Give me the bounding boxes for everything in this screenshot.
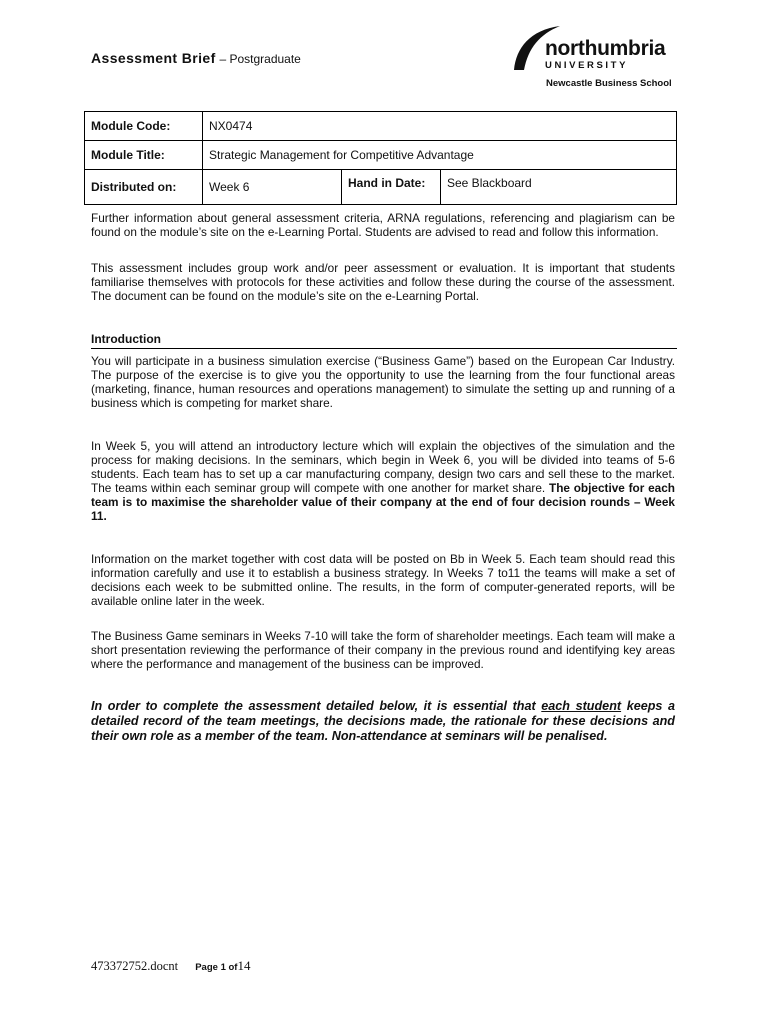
- intro-paragraph-2: [91, 439, 675, 523]
- logo-name: northumbria: [545, 37, 666, 60]
- university-logo: [508, 18, 680, 90]
- document-title: [91, 50, 301, 66]
- group-work-paragraph: This assessment includes group work and/or peer assessment or evaluation. It is important that students familiarise themselves with protocols for these activities and follow these during the course of the assessment. The document can be found on the module’s site on the e-Learning Portal.: [91, 261, 675, 303]
- module-title-label: Module Title:: [85, 141, 203, 170]
- notice-each-student: each student: [541, 699, 622, 713]
- p2-text: In Week 5, you will attend an introductory lecture which will explain the objectives of the simulation and the process for making decisions. In the seminars, which begin in Week 6, you will be divided into teams of 5-6 students. Each team has to set up a car manufacturing company, design two cars and sell these to the market. The teams within each seminar group will compete with one another for market share.: [91, 439, 675, 495]
- footer-page-total: 14: [237, 958, 251, 973]
- title-main: Assessment Brief: [91, 50, 216, 66]
- footer-page-label: Page 1 of: [195, 962, 238, 973]
- p2-objective: The objective for each team is to maximise the shareholder value of their company at the end of four decision rounds – Week 11.: [91, 481, 676, 523]
- module-title-row: [85, 141, 677, 170]
- intro-paragraph-3: Information on the market together with cost data will be posted on Bb in Week 5. Each team should read this information carefully and use it to establish a business strategy. In Weeks 7 to11 the teams will make a set of decisions each week to be submitted online. The results, in the form of computer-generated reports, will be available online later in the week.: [91, 552, 675, 608]
- hand-in-date-label: Hand in Date:: [342, 170, 441, 205]
- module-code-label: Module Code:: [85, 112, 203, 141]
- page-footer: [91, 958, 250, 974]
- notice-part-1: In order to complete the assessment detailed below, it is essential that: [91, 699, 536, 713]
- notice-part-2: keeps a detailed record of the team meetings, the decisions made, the rationale for these decisions and their own role as a member of the team. Non-attendance at seminars will be penalised.: [91, 699, 676, 743]
- module-code-row: [85, 112, 677, 141]
- logo-school: Newcastle Business School: [546, 78, 672, 89]
- introduction-heading: Introduction: [91, 332, 677, 349]
- intro-paragraph-1: You will participate in a business simulation exercise (“Business Game”) based on the European Car Industry. The purpose of the exercise is to give you the opportunity to use the learning from the four functional areas (marketing, finance, human resources and operations management) to simulate the setting up and running of a business which is competing for market share.: [91, 354, 675, 410]
- title-suffix: – Postgraduate: [219, 52, 301, 66]
- intro-paragraph-4: The Business Game seminars in Weeks 7-10 will take the form of shareholder meetings. Each team will make a short presentation reviewing the performance of their company in the previous round and identifying key areas where the performance and management of the business can be improved.: [91, 629, 675, 671]
- distributed-on-label: Distributed on:: [85, 170, 203, 205]
- distribution-row: [85, 170, 677, 205]
- logo-university: UNIVERSITY: [545, 60, 629, 71]
- distributed-on-value: Week 6: [203, 170, 342, 205]
- hand-in-date-value: See Blackboard: [441, 170, 677, 205]
- footer-filename: 473372752.docnt: [91, 959, 179, 973]
- attendance-notice: [91, 699, 675, 744]
- module-title-value: Strategic Management for Competitive Advantage: [203, 141, 677, 170]
- module-code-value: NX0474: [203, 112, 677, 141]
- general-info-paragraph: Further information about general assessment criteria, ARNA regulations, referencing and plagiarism can be found on the module’s site on the e-Learning Portal. Students are advised to read and follow this information.: [91, 211, 675, 239]
- module-info-table: [84, 111, 677, 205]
